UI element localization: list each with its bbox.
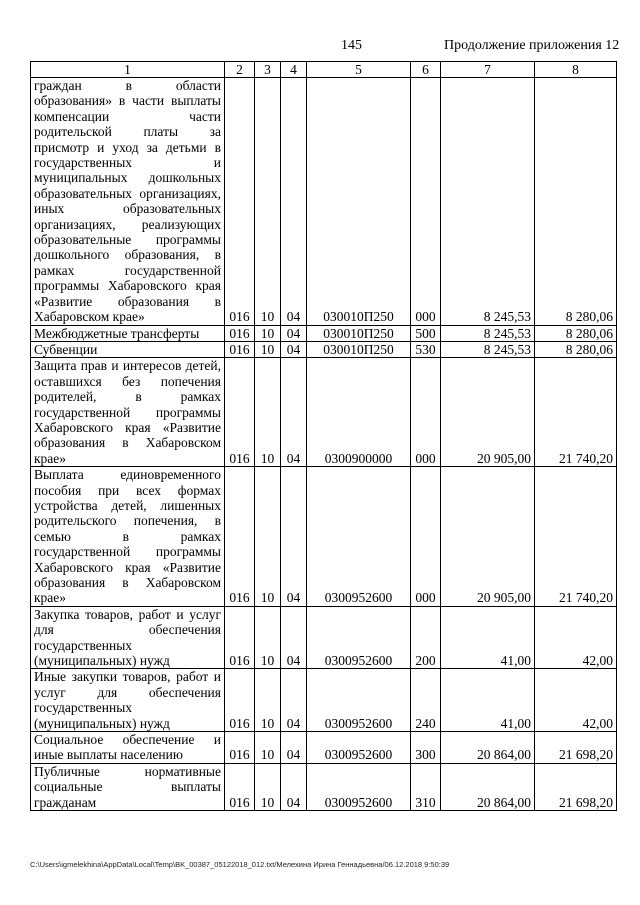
- cell-target-article: 0300900000: [307, 358, 411, 467]
- cell-glavbk: 016: [225, 606, 255, 669]
- cell-amount-1: 8 245,53: [441, 341, 535, 357]
- cell-glavbk: 016: [225, 467, 255, 607]
- cell-expense-type: 300: [411, 732, 441, 764]
- cell-subsection: 04: [281, 358, 307, 467]
- col-header: 7: [441, 62, 535, 78]
- cell-amount-2: 8 280,06: [535, 325, 617, 341]
- cell-subsection: 04: [281, 325, 307, 341]
- cell-expense-type: 000: [411, 467, 441, 607]
- cell-glavbk: 016: [225, 358, 255, 467]
- cell-expense-type: 530: [411, 341, 441, 357]
- cell-amount-1: 8 245,53: [441, 78, 535, 326]
- cell-amount-1: 8 245,53: [441, 325, 535, 341]
- row-name: Закупка товаров, работ и услуг для обеспечения государственных (муниципальных) нужд: [31, 606, 225, 669]
- cell-section: 10: [255, 78, 281, 326]
- table-row: [31, 669, 617, 732]
- cell-section: 10: [255, 341, 281, 357]
- cell-amount-1: 20 864,00: [441, 763, 535, 810]
- cell-glavbk: 016: [225, 763, 255, 810]
- cell-amount-2: 21 740,20: [535, 467, 617, 607]
- cell-glavbk: 016: [225, 341, 255, 357]
- cell-section: 10: [255, 732, 281, 764]
- row-name: Защита прав и интересов детей, оставшихся без попечения родителей, в рамках государственной программы Хабаровского края «Развитие образования в Хабаровском крае»: [31, 358, 225, 467]
- table-row: [31, 732, 617, 764]
- cell-amount-2: 8 280,06: [535, 78, 617, 326]
- file-path-footer: C:\Users\igmelekhina\AppData\Local\Temp\BK_00387_05122018_012.txt/Мелехина Ирина Геннадьевна/06.12.2018 9:50:39: [30, 860, 450, 869]
- cell-expense-type: 200: [411, 606, 441, 669]
- row-name: Публичные нормативные социальные выплаты гражданам: [31, 763, 225, 810]
- cell-section: 10: [255, 669, 281, 732]
- row-name: Социальное обеспечение и иные выплаты населению: [31, 732, 225, 764]
- page-number: 145: [341, 38, 362, 53]
- cell-subsection: 04: [281, 732, 307, 764]
- cell-glavbk: 016: [225, 78, 255, 326]
- cell-amount-1: 41,00: [441, 669, 535, 732]
- table-row: [31, 763, 617, 810]
- cell-section: 10: [255, 763, 281, 810]
- cell-target-article: 030010П250: [307, 341, 411, 357]
- cell-target-article: 0300952600: [307, 669, 411, 732]
- row-name: Выплата единовременного пособия при всех формах устройства детей, лишенных родительского попечения, в семью в рамках государственной программы Хабаровского края «Развитие образования в Хабаровском крае»: [31, 467, 225, 607]
- table-row: [31, 325, 617, 341]
- cell-target-article: 030010П250: [307, 325, 411, 341]
- cell-amount-2: 42,00: [535, 669, 617, 732]
- cell-expense-type: 000: [411, 358, 441, 467]
- col-header: 5: [307, 62, 411, 78]
- cell-amount-2: 21 698,20: [535, 763, 617, 810]
- cell-expense-type: 000: [411, 78, 441, 326]
- row-name: Межбюджетные трансферты: [31, 325, 225, 341]
- table-row: [31, 341, 617, 357]
- col-header: 3: [255, 62, 281, 78]
- cell-amount-1: 20 864,00: [441, 732, 535, 764]
- budget-table: [30, 61, 617, 811]
- row-name: граждан в области образования» в части выплаты компенсации части родительской платы за присмотр и уход за детьми в государственных и муниципальных дошкольных образовательных организациях, иных образовательных организациях, реализующих образовательные программы дошкольного образования, в рамках государственной программы Хабаровского края «Развитие образования в Хабаровском крае»: [31, 78, 225, 326]
- col-header: 4: [281, 62, 307, 78]
- cell-subsection: 04: [281, 606, 307, 669]
- cell-amount-1: 41,00: [441, 606, 535, 669]
- cell-amount-2: 21 698,20: [535, 732, 617, 764]
- cell-amount-1: 20 905,00: [441, 358, 535, 467]
- cell-section: 10: [255, 606, 281, 669]
- cell-glavbk: 016: [225, 669, 255, 732]
- cell-amount-2: 8 280,06: [535, 341, 617, 357]
- col-header: 6: [411, 62, 441, 78]
- cell-expense-type: 500: [411, 325, 441, 341]
- cell-subsection: 04: [281, 78, 307, 326]
- cell-section: 10: [255, 467, 281, 607]
- cell-glavbk: 016: [225, 732, 255, 764]
- cell-amount-1: 20 905,00: [441, 467, 535, 607]
- row-name: Субвенции: [31, 341, 225, 357]
- col-header: 2: [225, 62, 255, 78]
- table-row: [31, 606, 617, 669]
- cell-subsection: 04: [281, 763, 307, 810]
- table-row: [31, 358, 617, 467]
- cell-target-article: 0300952600: [307, 763, 411, 810]
- cell-amount-2: 21 740,20: [535, 358, 617, 467]
- cell-target-article: 030010П250: [307, 78, 411, 326]
- cell-section: 10: [255, 358, 281, 467]
- row-name: Иные закупки товаров, работ и услуг для обеспечения государственных (муниципальных) нужд: [31, 669, 225, 732]
- cell-subsection: 04: [281, 341, 307, 357]
- cell-glavbk: 016: [225, 325, 255, 341]
- header-row: [31, 62, 617, 78]
- cell-target-article: 0300952600: [307, 467, 411, 607]
- col-header: 8: [535, 62, 617, 78]
- cell-section: 10: [255, 325, 281, 341]
- col-header: 1: [31, 62, 225, 78]
- cell-subsection: 04: [281, 669, 307, 732]
- cell-target-article: 0300952600: [307, 606, 411, 669]
- table-row: [31, 78, 617, 326]
- cell-amount-2: 42,00: [535, 606, 617, 669]
- table-row: [31, 467, 617, 607]
- cell-subsection: 04: [281, 467, 307, 607]
- cell-target-article: 0300952600: [307, 732, 411, 764]
- continuation-label: Продолжение приложения 12: [444, 38, 620, 53]
- cell-expense-type: 240: [411, 669, 441, 732]
- cell-expense-type: 310: [411, 763, 441, 810]
